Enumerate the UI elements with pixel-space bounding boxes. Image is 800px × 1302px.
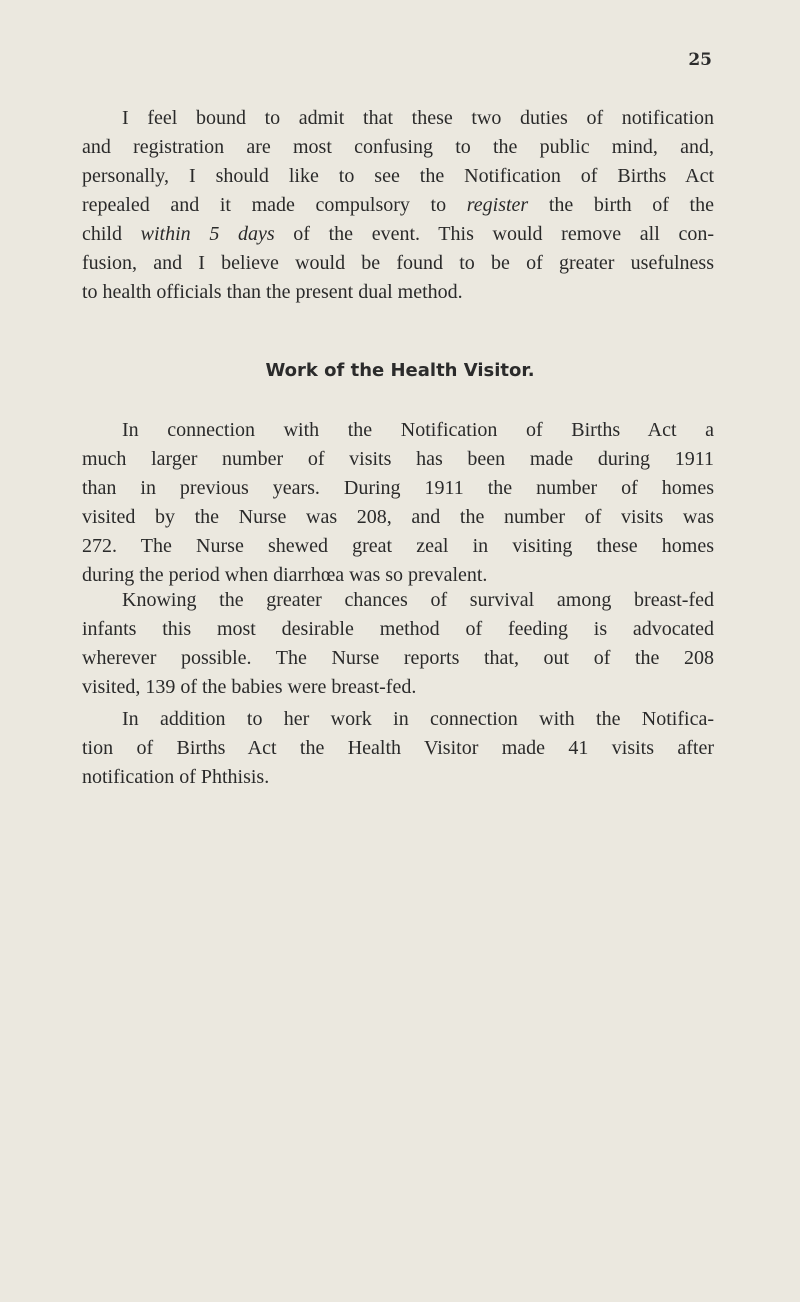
paragraph-line: wherever possible. The Nurse reports that, out of the 208	[82, 647, 714, 669]
paragraph-line	[82, 220, 714, 249]
line-text: repealed and it made compulsory to	[82, 194, 467, 216]
paragraph-line: and registration are most confusing to the public mind, and,	[82, 136, 714, 158]
line-text: the birth of the	[528, 194, 714, 216]
paragraph-line: I feel bound to admit that these two duties of notification	[122, 107, 714, 129]
paragraph-phthisis-visits	[82, 705, 714, 792]
line-text: of the event. This would remove all con-	[274, 223, 714, 245]
paragraph-line: much larger number of visits has been made during 1911	[82, 448, 714, 470]
paragraph-notification-registration	[82, 104, 714, 307]
paragraph-line: Knowing the greater chances of survival among breast-fed	[122, 589, 714, 611]
line-text: child	[82, 223, 141, 245]
paragraph-line: tion of Births Act the Health Visitor made 41 visits after	[82, 737, 714, 759]
paragraph-line: visited, 139 of the babies were breast-fed.	[82, 676, 417, 698]
paragraph-line: In connection with the Notification of Births Act a	[122, 419, 714, 441]
paragraph-line: infants this most desirable method of feeding is advocated	[82, 618, 714, 640]
emphasis-within-5-days: within 5 days	[140, 223, 275, 245]
paragraph-line	[82, 191, 714, 220]
paragraph-line: notification of Phthisis.	[82, 766, 270, 788]
paragraph-line: personally, I should like to see the Notification of Births Act	[82, 165, 714, 187]
page-number: 25	[688, 50, 712, 70]
paragraph-line: In addition to her work in connection with the Notifica-	[122, 708, 714, 730]
section-heading: Work of the Health Visitor.	[265, 360, 535, 381]
emphasis-register: register	[466, 194, 529, 216]
paragraph-line: 272. The Nurse shewed great zeal in visiting these homes	[82, 535, 714, 557]
paragraph-connection-notification	[82, 416, 714, 590]
paragraph-line: to health officials than the present dual method.	[82, 281, 463, 303]
paragraph-line: than in previous years. During 1911 the number of homes	[82, 477, 714, 499]
paragraph-line: visited by the Nurse was 208, and the number of visits was	[82, 506, 714, 528]
paragraph-line: during the period when diarrhœa was so prevalent.	[82, 564, 488, 586]
paragraph-line: fusion, and I believe would be found to be of greater usefulness	[82, 252, 714, 274]
paragraph-breast-feeding	[82, 586, 714, 702]
